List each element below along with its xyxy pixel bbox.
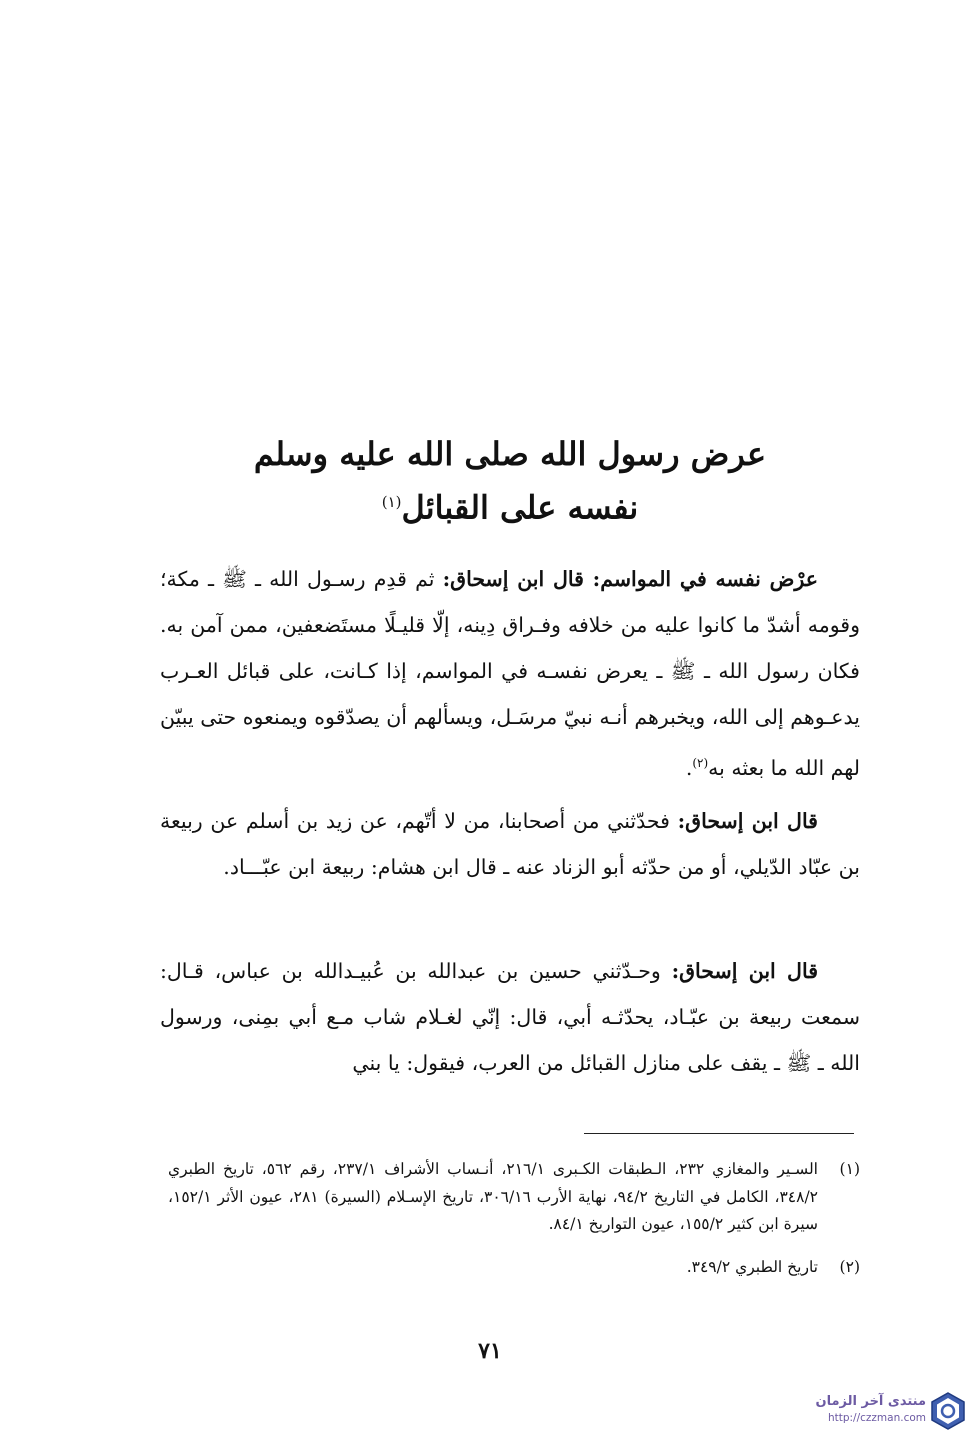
chapter-title-line2: [160, 480, 860, 530]
footnote-2: [160, 1254, 860, 1282]
watermark-logo-icon: [930, 1392, 966, 1430]
footnote-separator: [584, 1133, 854, 1134]
footnote-1-number: (١): [839, 1160, 860, 1178]
paragraph-3: [160, 948, 860, 1086]
paragraph-2: [160, 798, 860, 890]
site-watermark: [785, 1390, 970, 1432]
paragraph-1: [160, 556, 860, 791]
paragraph-3-text: وحـدّثني حسين بن عبدالله بن عُبيـدالله بن عباس، قـال: سمعت ربيعة بن عبّـاد، يحدّثـه أبي، قال: إنّي لغـلام شاب مـع أبي بمِنى، ورسول الله ـ ﷺ ـ يقف على منازل القبائل من العرب، فيقول: يا بني: [160, 959, 860, 1075]
footnote-1-text: السـير والمغازي ٢٣٢، الـطبقات الكـبرى ٢١٦/١، أنـساب الأشراف ٢٣٧/١، رقم ٥٦٢، تاريخ الطبري ٣٤٨/٢، الكامل في التاريخ ٩٤/٢، نهاية الأرب ٣٠٦/١٦، تاريخ الإسـلام (السيرة) ٢٨١، عيون الأثر ١٥٢/١، سيرة ابن كثير ١٥٥/٢، عيون التواريخ ٨٤/١.: [168, 1160, 818, 1233]
page-number: ٧١: [478, 1338, 502, 1364]
paragraph-1-lead: عرْض نفسه في المواسم: قال ابن إسحاق:: [442, 567, 818, 591]
paragraph-1-end: .: [685, 755, 693, 780]
watermark-url: http://czzman.com: [827, 1412, 926, 1424]
footnote-ref-1: (١): [381, 493, 402, 511]
watermark-site-name: منتدى آخر الزمان: [815, 1394, 926, 1409]
footnote-ref-2: (٢): [692, 756, 709, 770]
footnote-2-text: تاريخ الطبري ٣٤٩/٢.: [686, 1258, 818, 1276]
chapter-title-text: نفسه على القبائل: [401, 488, 639, 527]
footnote-2-number: (٢): [839, 1258, 860, 1276]
paragraph-3-lead: قال ابن إسحاق:: [671, 959, 818, 983]
footnote-1: [160, 1156, 860, 1239]
paragraph-2-lead: قال ابن إسحاق:: [677, 809, 818, 833]
paragraph-2-text: فحدّثني من أصحابنا، من لا أتّهم، عن زيد بن أسلم عن ربيعة بن عبّاد الدّيلي، أو من حدّثه أبو الزناد عنه ـ قال ابن هشام: ربيعة ابن عبّـــاد.: [160, 809, 860, 879]
paragraph-1-text: ثم قدِم رسـول الله ـ ﷺ ـ مكة؛ وقومه أشدّ ما كانوا عليه من خلافه وفـراق دِينه، إلّا قليـلًا مستَضعفين، ممن آمن به. فكان رسول الله ـ ﷺ ـ يعرض نفسـه في المواسم، إذا كـانت، على قبائل العـرب يدعـوهم إلى الله، ويخبرهم أنـه نبيّ مرسَـل، ويسألهم أن يصدّقوه ويمنعوه حتى يبيّن لهم الله ما بعثه به: [160, 567, 860, 780]
chapter-title-line1: عرض رسول الله صلى الله عليه وسلم: [253, 435, 767, 473]
